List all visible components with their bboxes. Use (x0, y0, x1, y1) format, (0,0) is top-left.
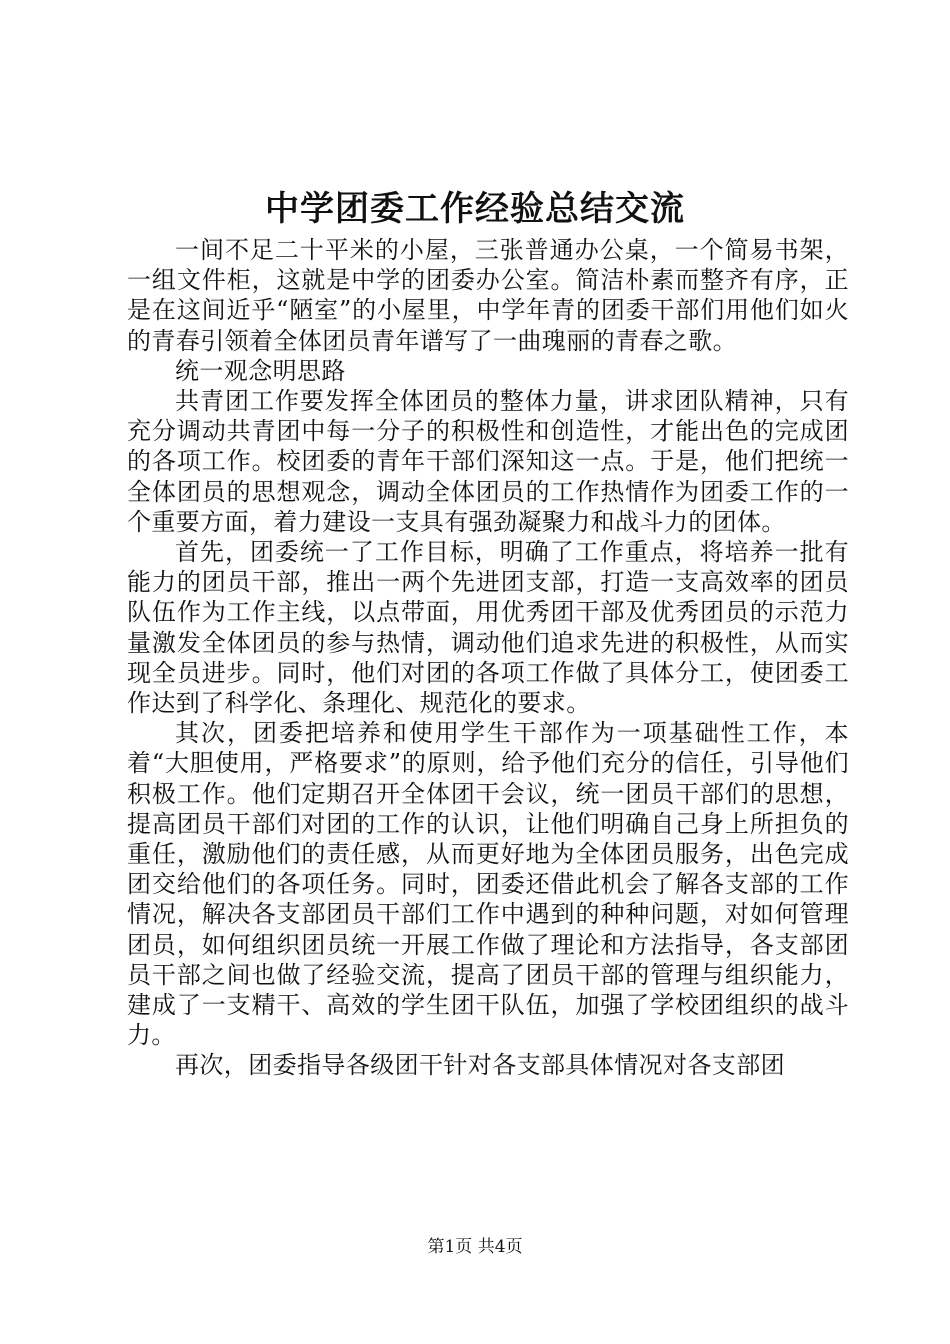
paragraph-intro: 一间不足二十平米的小屋，三张普通办公桌，一个简易书架，一组文件柜，这就是中学的团委办公室。简洁朴素而整齐有序，正是在这间近乎“陋室”的小屋里，中学年青的团委干部们用他们如火的青春引领着全体团员青年谱写了一曲瑰丽的青春之歌。 (127, 236, 849, 355)
document-body (127, 235, 849, 1081)
document-title: 中学团委工作经验总结交流 (265, 189, 685, 229)
paragraph-first: 首先，团委统一了工作目标，明确了工作重点，将培养一批有能力的团员干部，推出一两个先进团支部，打造一支高效率的团员队伍作为工作主线，以点带面，用优秀团干部及优秀团员的示范力量激发全体团员的参与热情，调动他们追求先进的积极性，从而实现全员进步。同时，他们对团的各项工作做了具体分工，使团委工作达到了科学化、条理化、规范化的要求。 (127, 538, 849, 718)
page-footer: 第1页 共4页 (427, 1237, 523, 1257)
paragraph-second: 其次，团委把培养和使用学生干部作为一项基础性工作，本着“大胆使用，严格要求”的原则，给予他们充分的信任，引导他们积极工作。他们定期召开全体团干会议，统一团员干部们的思想，提高团员干部们对团的工作的认识，让他们明确自己身上所担负的重任，激励他们的责任感，从而更好地为全体团员服务，出色完成团交给他们的各项任务。同时，团委还借此机会了解各支部的工作情况，解决各支部团员干部们工作中遇到的种种问题，对如何管理团员，如何组织团员统一开展工作做了理论和方法指导，各支部团员干部之间也做了经验交流，提高了团员干部的管理与组织能力，建成了一支精干、高效的学生团干队伍，加强了学校团组织的战斗力。 (127, 719, 849, 1050)
paragraph-third: 再次，团委指导各级团干针对各支部具体情况对各支部团 (175, 1051, 785, 1080)
section-heading: 统一观念明思路 (175, 356, 346, 385)
paragraph-teamwork: 共青团工作要发挥全体团员的整体力量，讲求团队精神，只有充分调动共青团中每一分子的积极性和创造性，才能出色的完成团的各项工作。校团委的青年干部们深知这一点。于是，他们把统一全体团员的思想观念，调动全体团员的工作热情作为团委工作的一个重要方面，着力建设一支具有强劲凝聚力和战斗力的团体。 (127, 387, 849, 536)
